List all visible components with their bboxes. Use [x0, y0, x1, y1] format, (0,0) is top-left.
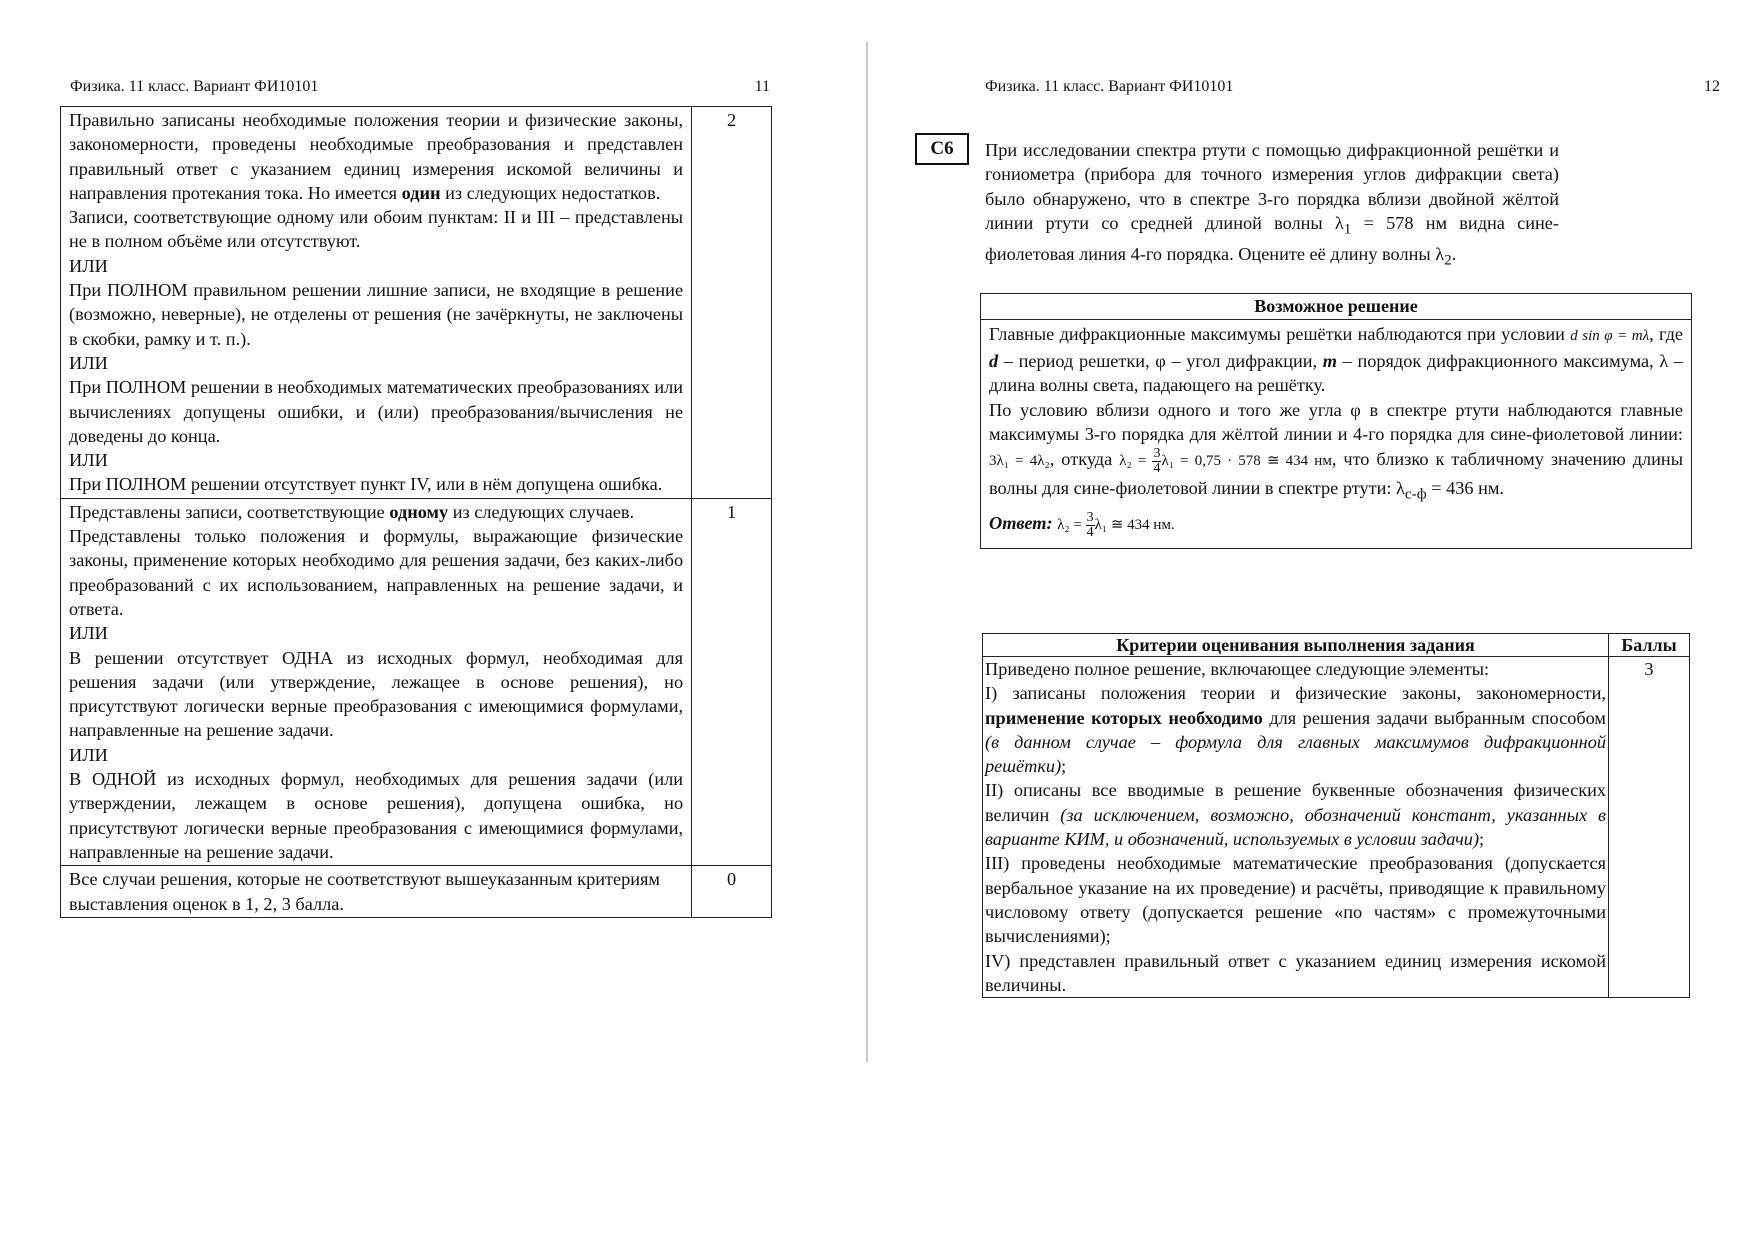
- right-page: [870, 0, 1754, 1239]
- grading-criteria-table: [982, 633, 1690, 998]
- solution-title: Возможное решение: [981, 294, 1691, 320]
- criteria-item-4: IV) представлен правильный ответ с указанием единиц измерения искомой величины.: [985, 950, 1606, 995]
- score-cell: 3: [1609, 657, 1690, 998]
- criteria-item-3: III) проведены необходимые математические преобразования (допускается вербальное указание на их проведение) и расчёты, приводящие к правильному числовому ответу (допускается решение «по частям» с промежуточными вычислениями);: [985, 853, 1606, 947]
- task-statement: При исследовании спектра ртути с помощью дифракционной решётки и гониометра (прибора для точного измерения углов дифракции света) было обнаружено, что в спектре 3-го порядка вблизи двойной жёлтой линии ртути со средней длиной волны $\lambda_1 = 578$ нм видна сине-фиолетовая линия 4-го порядка. Оцените её длину волны $\lambda_2$.: [985, 140, 1559, 269]
- criteria-row-score-3: [983, 657, 1690, 998]
- criteria-row-score-2: [61, 107, 772, 499]
- page-divider: [866, 42, 868, 1062]
- solution-answer: Ответ: λ₂ = $\frac{3}{4}$ λ₁ ≅ 434 нм.: [989, 510, 1175, 541]
- criteria-description: Правильно записаны необходимые положения теории и физические законы, закономерности, проведены необходимые преобразования и представлен правильный ответ с указанием единиц измерения искомой величины и направления протекания тока. Но имеется один из следующих недостатков. Записи, соответствующие одному или обоим пунктам: II и III – представлены не в полном объёме или отсутствуют. ИЛИ При ПОЛНОМ правильном решении лишние записи, не входящие в решение (возможно, неверные), не отделены от решения (не зачёркнуты, не заключены в скобки, рамку и т. п.). ИЛИ При ПОЛНОМ решении в необходимых математических преобразованиях или вычислениях допущены ошибки, и (или) преобразования/вычисления не доведены до конца. ИЛИ При ПОЛНОМ решении отсутствует пункт IV, или в нём допущена ошибка.: [61, 107, 692, 499]
- solution-box: [980, 293, 1692, 549]
- page-number: 11: [754, 78, 770, 95]
- criteria-row-score-0: [61, 866, 772, 918]
- score-cell: 2: [692, 107, 772, 499]
- criteria-description: Все случаи решения, которые не соответствуют вышеуказанным критериям выставления оценок в 1, 2, 3 балла.: [61, 866, 692, 918]
- table-header-row: [983, 634, 1690, 657]
- grating-formula: d sin φ = mλ: [1570, 328, 1650, 344]
- criteria-item-2: II) описаны все вводимые в решение буквенные обозначения физических величин (за исключением, возможно, обозначений констант, указанных в варианте КИМ, и обозначений, используемых в условии задачи);: [985, 780, 1606, 850]
- equation-orders: 3λ₁ = 4λ₂: [989, 452, 1050, 469]
- criteria-item-1: I) записаны положения теории и физические законы, закономерности, применение которых необходимо для решения задачи выбранным способом (в данном случае – формула для главных максимумов дифракционной решётки);: [985, 683, 1607, 777]
- page-number: 12: [1704, 78, 1720, 95]
- solution-paragraph-2: По условию вблизи одного и того же угла φ в спектре ртути наблюдаются главные максимумы 3-го порядка для жёлтой линии и 4-го порядка для сине-фиолетовой линии: 3λ₁ = 4λ₂, откуда λ₂ = $\frac{3}{4}$ λ₁ = 0,75 · 578 ≅ 434 нм, что близко к табличному значению длины волны для сине-фиолетовой линии в спектре ртути: $\lambda_{с-ф} = 436$ нм.: [989, 399, 1683, 503]
- score-cell: 1: [692, 498, 772, 865]
- solution-body: [981, 320, 1691, 548]
- page-header-title: Физика. 11 класс. Вариант ФИ10101: [70, 78, 319, 95]
- page-header-title: Физика. 11 класс. Вариант ФИ10101: [985, 78, 1234, 95]
- criteria-table-continued: [60, 106, 772, 918]
- left-page: [0, 0, 870, 1239]
- task-label: C6: [915, 133, 969, 165]
- equation-result: λ₂ = $\frac{3}{4}$ λ₁ = 0,75 · 578 ≅ 434 нм: [1119, 446, 1332, 477]
- criteria-description: Представлены записи, соответствующие одному из следующих случаев. Представлены только положения и формулы, выражающие физические законы, применение которых необходимо для решения задачи, без каких-либо преобразований с их использованием, направленных на решение задачи, и ответа. ИЛИ В решении отсутствует ОДНА из исходных формул, необходимая для решения задачи (или утверждение, лежащее в основе решения), но присутствуют логически верные преобразования с имеющимися формулами, направленные на решение задачи. ИЛИ В ОДНОЙ из исходных формул, необходимых для решения задачи (или утверждении, лежащем в основе решения), допущена ошибка, но присутствуют логически верные преобразования с имеющимися формулами, направленные на решение задачи.: [61, 498, 692, 865]
- criteria-description: Приведено полное решение, включающее следующие элементы: I) записаны положения теории и физические законы, закономерности, применение которых необходимо для решения задачи выбранным способом (в данном случае – формула для главных максимумов дифракционной решётки); II) описаны все вводимые в решение буквенные обозначения физических величин (за исключением, возможно, обозначений констант, указанных в варианте КИМ, и обозначений, используемых в условии задачи); III) проведены необходимые математические преобразования (допускается вербальное указание на их проведение) и расчёты, приводящие к правильному числовому ответу (допускается решение «по частям» с промежуточными вычислениями); IV) представлен правильный ответ с указанием единиц измерения искомой величины.: [983, 657, 1609, 998]
- column-header-points: Баллы: [1609, 634, 1690, 657]
- criteria-row-score-1: [61, 498, 772, 865]
- fraction-three-quarters: $\frac{3}{4}$: [1153, 446, 1161, 477]
- solution-paragraph-1: Главные дифракционные максимумы решётки наблюдаются при условии d sin φ = mλ, где d – период решетки, φ – угол дифракции, m – порядок дифракционного максимума, λ – длина волны света, падающего на решётку.: [989, 324, 1683, 396]
- score-cell: 0: [692, 866, 772, 918]
- column-header-criteria: Критерии оценивания выполнения задания: [983, 634, 1609, 657]
